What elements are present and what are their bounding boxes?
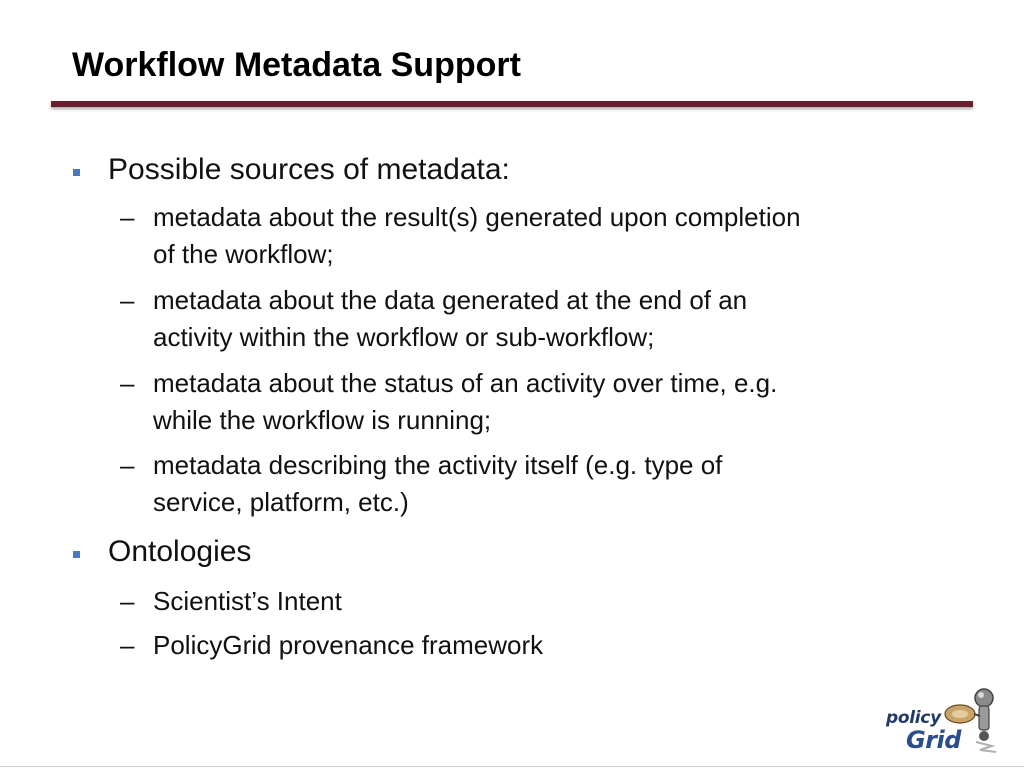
- slide-title: Workflow Metadata Support: [72, 46, 521, 84]
- sub-bullet-line: metadata describing the activity itself (e.g. type of: [153, 450, 723, 480]
- logo-text-grid: Grid: [906, 726, 961, 754]
- dash-marker: –: [120, 586, 135, 616]
- sub-bullet-line: activity within the workflow or sub-workflow;: [153, 322, 655, 352]
- bullet-item: Possible sources of metadata:: [108, 153, 510, 186]
- dash-marker: –: [120, 450, 135, 480]
- sub-bullet-item: [153, 282, 953, 356]
- bullet-square-icon: [73, 551, 80, 558]
- sub-bullet-line: service, platform, etc.): [153, 487, 409, 517]
- dash-marker: –: [120, 630, 135, 660]
- dash-marker: –: [120, 368, 135, 398]
- sub-bullet-line: metadata about the status of an activity over time, e.g.: [153, 368, 778, 398]
- sub-bullet-line: while the workflow is running;: [153, 405, 492, 435]
- dash-marker: –: [120, 202, 135, 232]
- bullet-square-icon: [73, 169, 80, 176]
- sub-bullet-line: PolicyGrid provenance framework: [153, 630, 544, 660]
- sub-bullet-item: [153, 365, 953, 439]
- sub-bullet-item: [153, 447, 953, 521]
- sub-bullet-line: Scientist’s Intent: [153, 586, 342, 616]
- sub-bullet-line: metadata about the data generated at the end of an: [153, 285, 748, 315]
- footer-divider: [0, 766, 1024, 767]
- logo-text-policy: policy: [886, 708, 941, 728]
- bullet-item: Ontologies: [108, 535, 252, 568]
- sub-bullet-item: [153, 199, 953, 273]
- sub-bullet-item: [153, 627, 953, 664]
- sub-bullet-line: of the workflow;: [153, 239, 334, 269]
- sub-bullet-line: metadata about the result(s) generated upon completion: [153, 202, 801, 232]
- policygrid-logo: [880, 684, 1010, 760]
- dash-marker: –: [120, 285, 135, 315]
- sub-bullet-item: [153, 583, 953, 620]
